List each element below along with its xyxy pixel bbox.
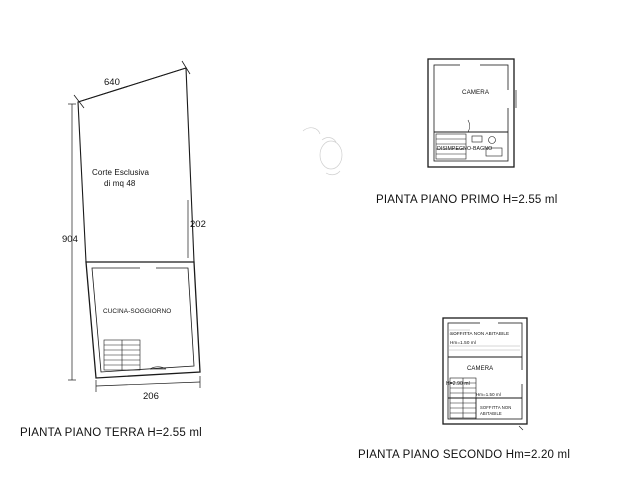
caption-ground-floor: PIANTA PIANO TERRA H=2.55 ml <box>20 427 202 439</box>
room-label-bedroom-second: CAMERA <box>467 366 494 372</box>
room-label-attic-top: SOFFITTA NON ABITABILE <box>450 331 510 336</box>
caption-first-floor: PIANTA PIANO PRIMO H=2.55 ml <box>376 194 558 206</box>
room-label-courtyard: Corte Esclusiva <box>92 168 150 177</box>
door-first-floor <box>468 120 480 132</box>
staircase-ground <box>104 340 140 370</box>
dim-line-206 <box>96 382 200 386</box>
room-label-attic-bottom-line2: ABITABILE <box>480 411 502 416</box>
room-label-attic-bottom-height: Hm=1.50 ml <box>476 392 501 397</box>
sketch-marks <box>303 128 342 175</box>
dimension-label-640: 640 <box>104 77 120 88</box>
dim-line-640 <box>78 68 186 102</box>
courtyard-outline <box>78 68 194 262</box>
caption-second-floor: PIANTA PIANO SECONDO Hm=2.20 ml <box>358 449 571 461</box>
dimension-label-206: 206 <box>143 391 159 402</box>
room-label-attic-bottom-line1: SOFFITTA NON <box>480 405 512 410</box>
room-label-bedroom-second-height: H=2.90 ml <box>446 381 470 387</box>
second-floor-corner-mark <box>519 426 523 430</box>
ground-floor-plan <box>68 61 200 392</box>
room-label-hallway-bathroom: DISIMPEGNO-BAGNO <box>437 146 493 152</box>
room-label-bedroom-first: CAMERA <box>462 89 490 96</box>
dimension-label-202: 202 <box>190 219 206 230</box>
building-inner-wall <box>92 268 194 372</box>
room-label-attic-top-height: Hm=1.50 ml <box>450 340 476 345</box>
room-label-courtyard-area: di mq 48 <box>104 179 136 188</box>
building-outline <box>86 262 200 378</box>
room-label-kitchen-living: CUCINA-SOGGIORNO <box>103 308 172 315</box>
dimension-label-904: 904 <box>62 234 78 245</box>
